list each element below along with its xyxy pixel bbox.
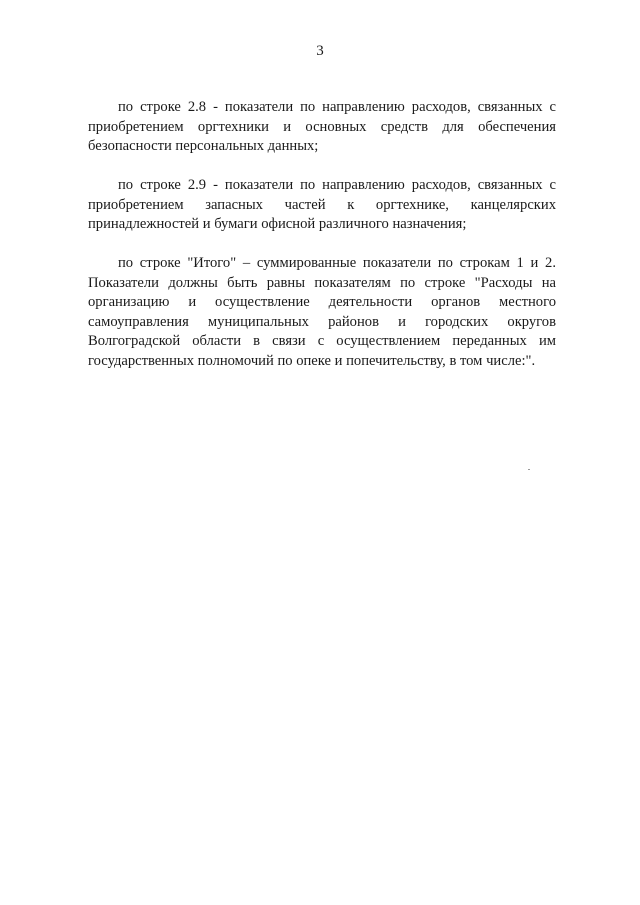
paragraph-line-2-8: по строке 2.8 - показатели по направлению расходов, связанных с приобретением оргтехники и основных средств для обеспечения безопасности персональных данных;	[88, 99, 556, 154]
paragraph-line-2-9: по строке 2.9 - показатели по направлению расходов, связанных с приобретением запасных частей к оргтехнике, канцелярских принадлежностей и бумаги офисной различного назначения;	[88, 177, 556, 232]
document-body	[88, 98, 556, 371]
paragraph-total: по строке "Итого" – суммированные показатели по строкам 1 и 2. Показатели должны быть равны показателям по строке "Расходы на организацию и осуществление деятельности органов местного самоуправления муниципальных районов и городских округов Волгоградской области в связи с осуществлением переданных им государственных полномочий по опеке и попечительству, в том числе:".	[88, 255, 556, 369]
page-number: 3	[316, 43, 324, 59]
scan-speck	[528, 469, 530, 470]
